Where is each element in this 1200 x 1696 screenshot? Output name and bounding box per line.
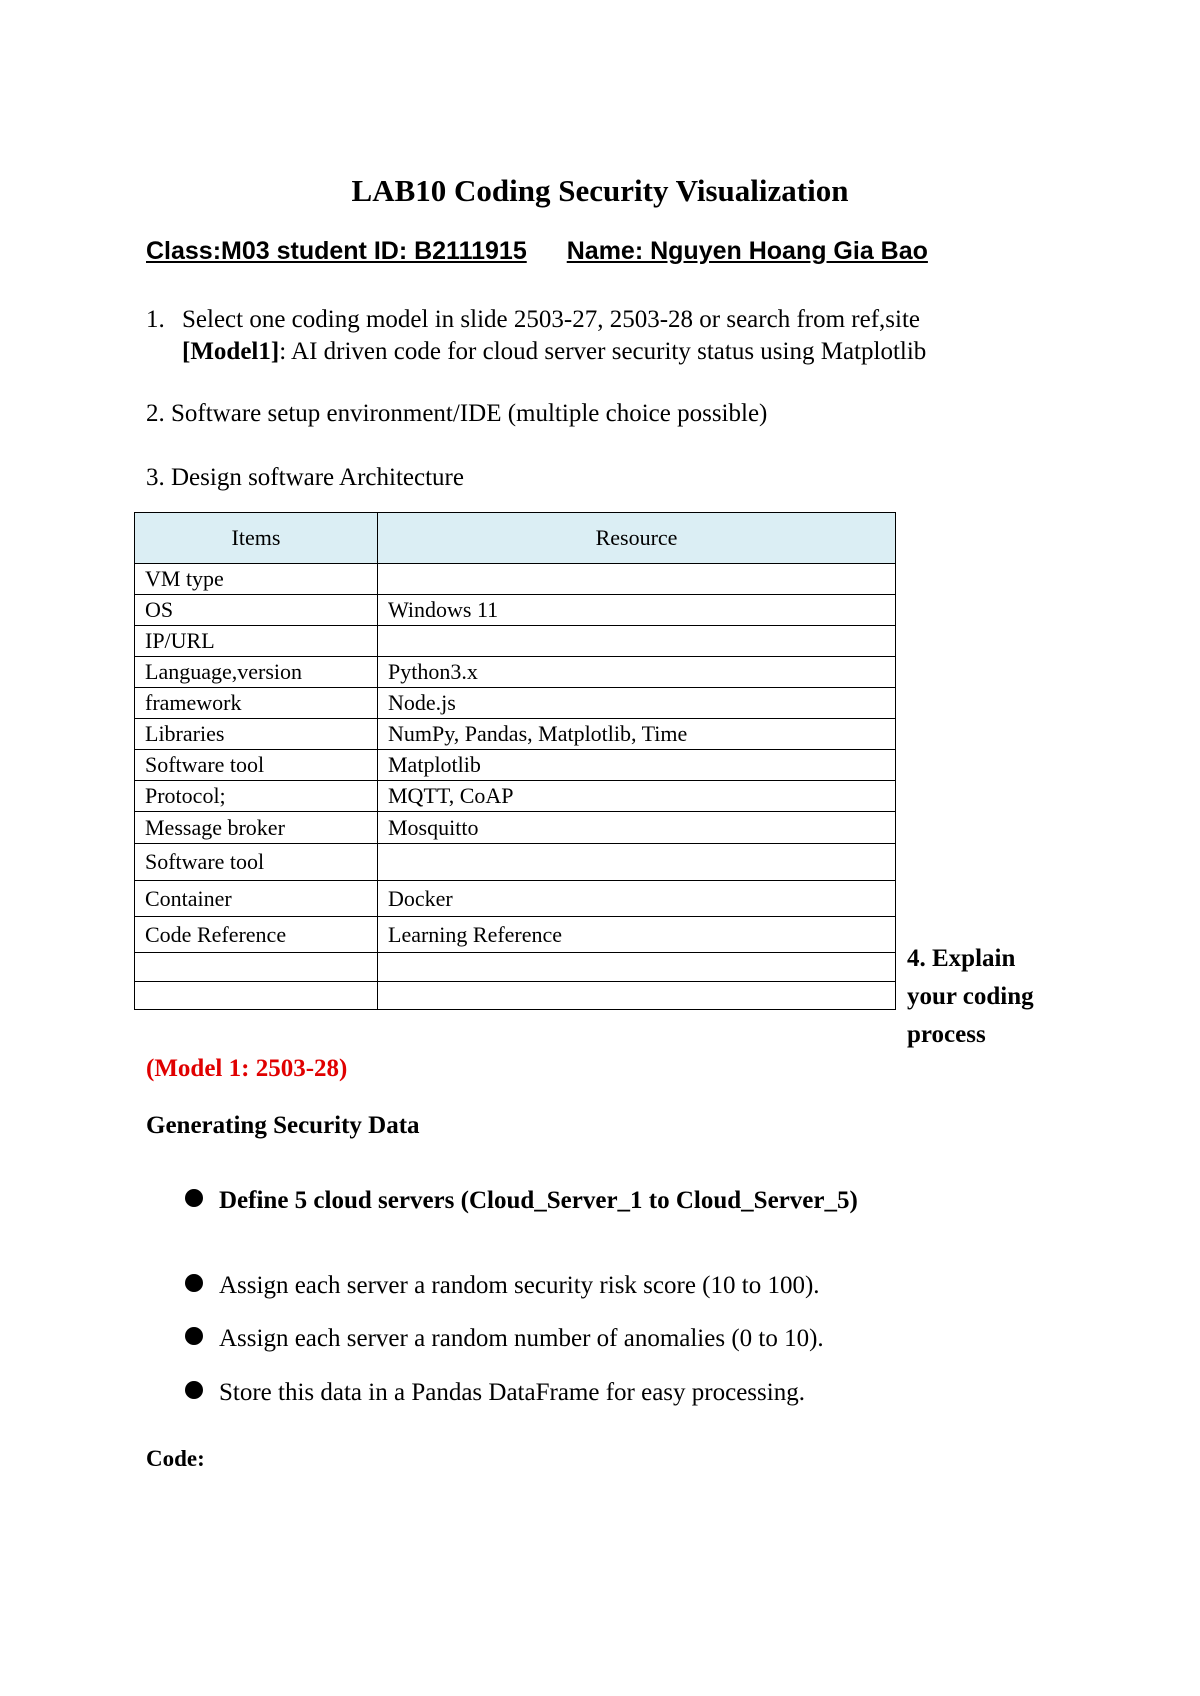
table-row (135, 688, 896, 719)
table-row (135, 626, 896, 657)
student-info-line (146, 236, 928, 266)
table-cell: NumPy, Pandas, Matplotlib, Time (378, 719, 896, 750)
table-row (135, 781, 896, 812)
class-student-id: Class:M03 student ID: B2111915 (146, 237, 527, 265)
table-cell: Learning Reference (378, 917, 896, 953)
table-cell: Mosquitto (378, 812, 896, 844)
header-resource: Resource (378, 513, 896, 564)
bullet-icon (185, 1189, 203, 1207)
table-cell (135, 953, 378, 982)
question-3: 3. Design software Architecture (146, 464, 464, 491)
table-row (135, 881, 896, 917)
table-cell (378, 626, 896, 657)
table-row (135, 844, 896, 881)
table-cell (135, 982, 378, 1010)
section-heading: Generating Security Data (146, 1112, 420, 1139)
list-item (185, 1186, 858, 1216)
table-cell: Software tool (135, 844, 378, 881)
table-cell: IP/URL (135, 626, 378, 657)
question-4: 4. Explain your coding process (907, 945, 1034, 1048)
list-item (185, 1378, 805, 1408)
bullet-icon (185, 1327, 203, 1345)
list-item-text: Assign each server a random number of anomalies (0 to 10). (219, 1325, 824, 1352)
table-cell: framework (135, 688, 378, 719)
model-description: : AI driven code for cloud server security status using Matplotlib (279, 338, 927, 365)
bullet-icon (185, 1381, 203, 1399)
table-cell: Libraries (135, 719, 378, 750)
table-cell: Language,version (135, 657, 378, 688)
list-item-text: Define 5 cloud servers (Cloud_Server_1 to Cloud_Server_5) (219, 1187, 858, 1214)
header-items: Items (135, 513, 378, 564)
table-row (135, 657, 896, 688)
table-row (135, 750, 896, 781)
question-1-number: 1. (146, 306, 165, 333)
table-cell: VM type (135, 564, 378, 595)
table-cell (378, 953, 896, 982)
document-title: LAB10 Coding Security Visualization (351, 173, 849, 208)
table-row (135, 917, 896, 953)
table-cell: Docker (378, 881, 896, 917)
table-cell (378, 982, 896, 1010)
bullet-icon (185, 1274, 203, 1292)
table-row (135, 719, 896, 750)
list-item-text: Assign each server a random security risk score (10 to 100). (219, 1272, 820, 1299)
table-row (135, 982, 896, 1010)
table-cell (378, 564, 896, 595)
code-label: Code: (146, 1446, 205, 1471)
list-item (185, 1324, 824, 1354)
table-cell: Node.js (378, 688, 896, 719)
architecture-table (134, 512, 896, 1010)
table-row (135, 812, 896, 844)
table-row (135, 564, 896, 595)
model-heading: (Model 1: 2503-28) (146, 1055, 348, 1082)
table-cell: Protocol; (135, 781, 378, 812)
table-row (135, 953, 896, 982)
table-cell (378, 844, 896, 881)
table-cell: Code Reference (135, 917, 378, 953)
table-row (135, 595, 896, 626)
table-cell: Software tool (135, 750, 378, 781)
table-cell: Python3.x (378, 657, 896, 688)
table-cell: OS (135, 595, 378, 626)
table-cell: Matplotlib (378, 750, 896, 781)
list-item (185, 1271, 820, 1301)
table-cell: MQTT, CoAP (378, 781, 896, 812)
table-cell: Container (135, 881, 378, 917)
question-2: 2. Software setup environment/IDE (multiple choice possible) (146, 400, 768, 427)
question-1-model (182, 337, 926, 367)
student-name: Name: Nguyen Hoang Gia Bao (566, 237, 928, 265)
table-cell: Message broker (135, 812, 378, 844)
question-1-text: Select one coding model in slide 2503-27, 2503-28 or search from ref,site (182, 306, 921, 333)
table-cell: Windows 11 (378, 595, 896, 626)
table-header-row (135, 513, 896, 564)
model-label: [Model1] (182, 338, 280, 365)
list-item-text: Store this data in a Pandas DataFrame for easy processing. (219, 1379, 805, 1406)
